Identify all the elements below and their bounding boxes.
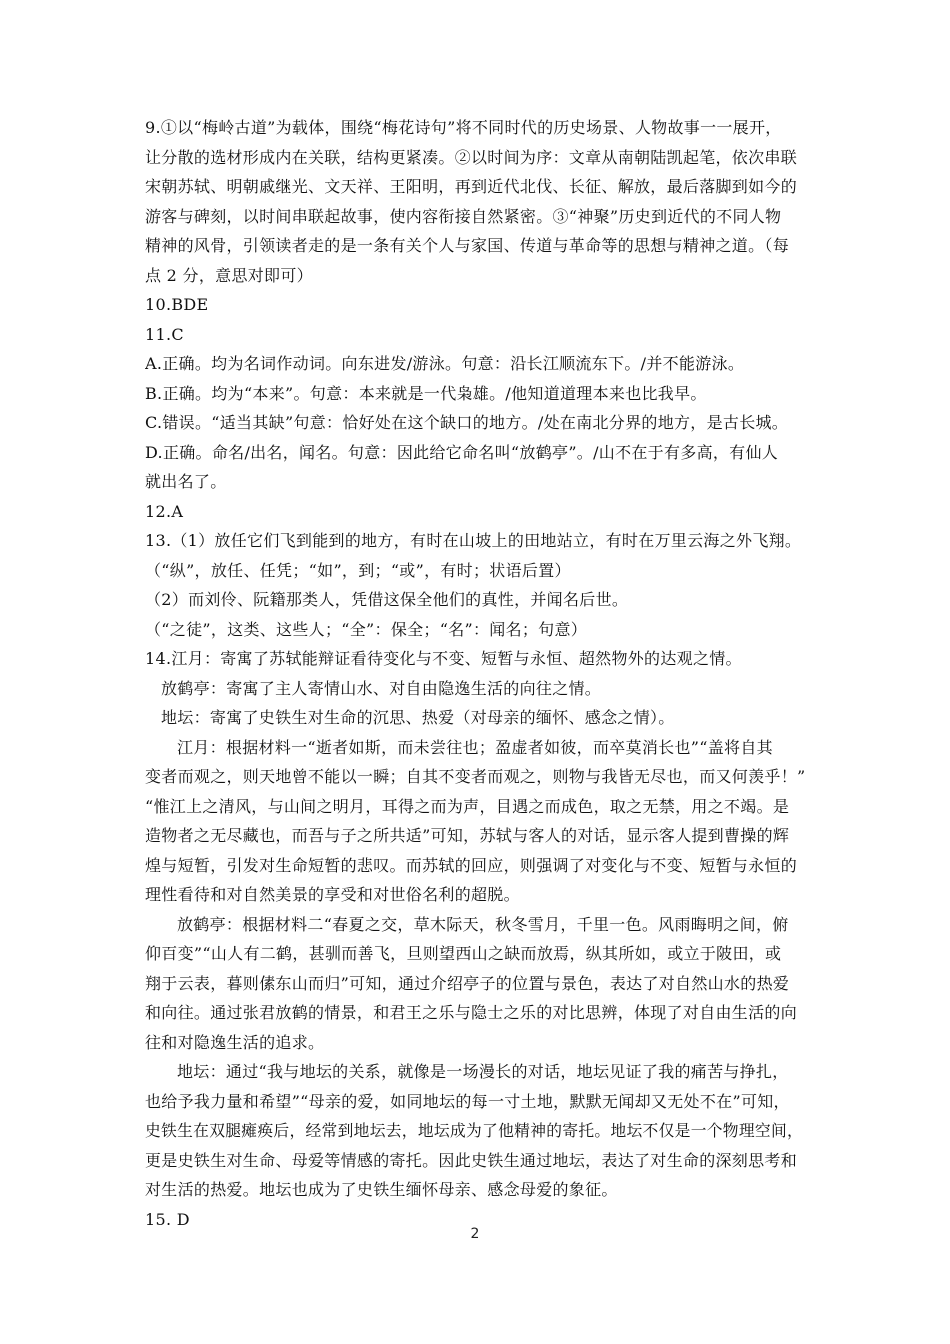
text-line: 宋朝苏轼、明朝戚继光、文天祥、王阳明，再到近代北伐、长征、解放，最后落脚到如今的	[145, 177, 798, 196]
text-line: D.正确。命名/出名，闻名。句意：因此给它命名叫“放鹤亭”。/山不在于有多高，有仙人	[145, 442, 779, 462]
text-line: 就出名了。	[145, 472, 227, 491]
answer-key-body	[145, 113, 810, 1234]
page-number: 2	[470, 1226, 480, 1242]
text-line: 地坛：通过“我与地坛的关系，就像是一场漫长的对话，地坛见证了我的痛苦与挣扎，	[177, 1062, 789, 1081]
text-line: 放鹤亭：根据材料二“春夏之交，草木际天，秋冬雪月，千里一色。风雨晦明之间，俯	[177, 914, 789, 934]
text-line: A.正确。均为名词作动词。向东进发/游泳。句意：沿长江顺流东下。/并不能游泳。	[145, 354, 745, 373]
text-line: 仰百变”“山人有二鹤，甚驯而善飞，旦则望西山之缺而放焉，纵其所如，或立于陂田，或	[145, 944, 782, 963]
text-line: B.正确。均为“本来”。句意：本来就是一代枭雄。/他知道道理本来也比我早。	[145, 383, 707, 403]
text-line: 13.（1）放任它们飞到能到的地方，有时在山坡上的田地站立，有时在万里云海之外飞翔。	[145, 531, 802, 550]
text-line: 15. D	[145, 1209, 190, 1229]
text-line: 点 2 分，意思对即可）	[145, 265, 313, 285]
text-line: 精神的风骨，引领读者走的是一条有关个人与家国、传道与革命等的思想与精神之道。（每	[145, 236, 790, 255]
text-line: （2）而刘伶、阮籍那类人，凭借这保全他们的真性，并闻名后世。	[145, 590, 629, 609]
text-line: 更是史铁生对生命、母爱等情感的寄托。因此史铁生通过地坛，表达了对生命的深刻思考和	[145, 1150, 798, 1170]
text-line: 江月：根据材料一“逝者如斯，而未尝往也；盈虚者如彼，而卒莫消长也”“盖将自其	[177, 737, 773, 757]
text-line: 史铁生在双腿瘫痪后，经常到地坛去，地坛成为了他精神的寄托。地坛不仅是一个物理空间，	[145, 1121, 804, 1140]
text-line: 9.①以“梅岭古道”为载体，围绕“梅花诗句”将不同时代的历史场景、人物故事一一展开，	[145, 118, 782, 137]
text-line: 往和对隐逸生活的追求。	[145, 1032, 325, 1052]
text-line: （“纵”，放任、任凭；“如”，到；“或”，有时；状语后置）	[145, 560, 571, 580]
text-line: 让分散的选材形成内在关联，结构更紧凑。②以时间为序：文章从南朝陆凯起笔，依次串联	[145, 147, 798, 167]
text-line: 翔于云表，暮则傃东山而归”可知，通过介绍亭子的位置与景色，表达了对自然山水的热爱	[145, 973, 790, 993]
text-line: 和向往。通过张君放鹤的情景，和君王之乐与隐士之乐的对比思辨，体现了对自由生活的向	[145, 1003, 798, 1022]
text-line: 变者而观之，则天地曾不能以一瞬；自其不变者而观之，则物与我皆无尽也，而又何羡乎！”	[145, 767, 806, 786]
text-line: 理性看待和对自然美景的享受和对世俗名利的超脱。	[145, 885, 520, 904]
text-line: 对生活的热爱。地坛也成为了史铁生缅怀母亲、感念母爱的象征。	[145, 1180, 618, 1199]
text-line: 煌与短暂，引发对生命短暂的悲叹。而苏轼的回应，则强调了对变化与不变、短暂与永恒的	[145, 855, 798, 875]
text-line: 游客与碑刻，以时间串联起故事，使内容衔接自然紧密。③“神聚”历史到近代的不同人物	[145, 206, 782, 226]
text-line: 地坛：寄寓了史铁生对生命的沉思、热爱（对母亲的缅怀、感念之情）。	[161, 708, 675, 727]
text-line: 造物者之无尽藏也，而吾与子之所共适”可知，苏轼与客人的对话，显示客人提到曹操的辉	[145, 826, 790, 845]
text-line: 12.A	[145, 501, 184, 521]
text-line: “惟江上之清风，与山间之明月，耳得之而为声，目遇之而成色，取之无禁，用之不竭。是	[145, 796, 790, 816]
text-line: C.错误。“适当其缺”句意：恰好处在这个缺口的地方。/处在南北分界的地方，是古长城。	[145, 413, 789, 432]
text-line: 10.BDE	[145, 295, 209, 314]
text-line: （“之徒”，这类、这些人；“全”：保全；“名”：闻名；句意）	[145, 619, 588, 639]
text-line: 也给予我力量和希望”“母亲的爱，如同地坛的每一寸土地，默默无闻却又无处不在”可知，	[145, 1091, 790, 1111]
text-line: 14.江月：寄寓了苏轼能辩证看待变化与不变、短暂与永恒、超然物外的达观之情。	[145, 649, 742, 668]
text-line: 11.C	[145, 324, 184, 344]
text-line: 放鹤亭：寄寓了主人寄情山水、对自由隐逸生活的向往之情。	[161, 678, 602, 698]
